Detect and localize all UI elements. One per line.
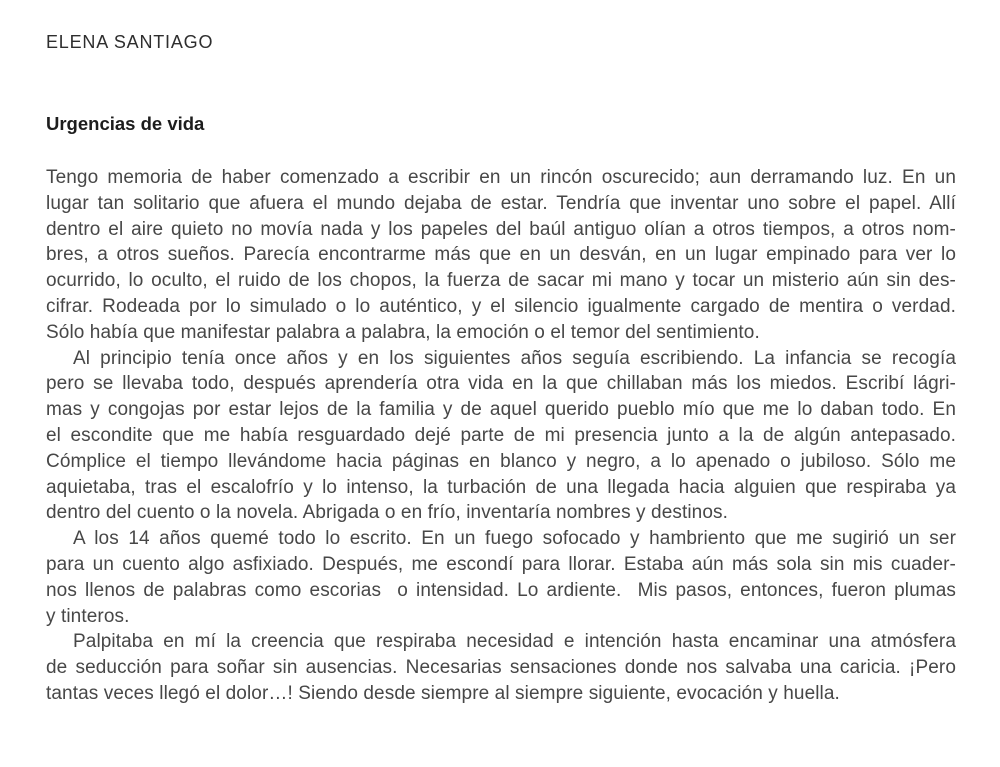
- text-line: Al principio tenía once años y en los siguientes años seguía escribiendo. La infancia se recogía: [73, 347, 956, 369]
- text-line: lugar tan solitario que afuera el mundo dejaba de estar. Tendría que inventar uno sobre el papel. Allí: [46, 192, 956, 214]
- text-line: pero se llevaba todo, después aprendería otra vida en la que chillaban más los miedos. Escribí lágri-: [46, 373, 956, 395]
- text-line: y tinteros.: [46, 605, 130, 627]
- text-line: de seducción para soñar sin ausencias. Necesarias sensaciones donde nos salvaba una caricia. ¡Pero: [46, 657, 956, 679]
- text-line: bres, a otros sueños. Parecía encontrarme más que en un desván, en un lugar empinado para ver lo: [46, 244, 956, 266]
- text-line: Tengo memoria de haber comenzado a escribir en un rincón oscurecido; aun derramando luz. En un: [46, 167, 956, 188]
- text-line: para un cuento algo asfixiado. Después, me escondí para llorar. Estaba aún más sola sin mis cuader-: [46, 553, 956, 575]
- page-title: Urgencias de vida: [46, 113, 205, 134]
- text-line: tantas veces llegó el dolor…! Siendo desde siempre al siempre siguiente, evocación y huella.: [46, 682, 840, 704]
- text-line: A los 14 años quemé todo lo escrito. En un fuego sofocado y hambriento que me sugirió un ser: [73, 528, 956, 550]
- text-line: dentro el aire quieto no movía nada y los papeles del baúl antiguo olían a otros tiempos, a otros nom-: [46, 218, 956, 240]
- document-content: [46, 30, 956, 707]
- text-line: dentro del cuento o la novela. Abrigada o en frío, inventaría nombres y destinos.: [46, 502, 728, 524]
- text-line: Cómplice el tiempo llevándome hacia páginas en blanco y negro, a lo apenado o jubiloso. Sólo me: [46, 450, 956, 472]
- text-line: ocurrido, lo oculto, el ruido de los chopos, la fuerza de sacar mi mano y tocar un misterio aún sin des-: [46, 270, 956, 292]
- text-line: Sólo había que manifestar palabra a palabra, la emoción o el temor del sentimiento.: [46, 321, 760, 343]
- text-line: el escondite que me había resguardado dejé parte de mi presencia junto a la de algún antepasado.: [46, 424, 956, 446]
- author-name: ELENA SANTIAGO: [46, 32, 214, 52]
- text-line: mas y congojas por estar lejos de la familia y de aquel querido pueblo mío que me lo daban todo. En: [46, 399, 956, 421]
- document-body: [46, 165, 956, 707]
- text-line: Palpitaba en mí la creencia que respiraba necesidad e intención hasta encaminar una atmósfera: [73, 631, 956, 653]
- text-line: aquietaba, tras el escalofrío y lo intenso, la turbación de una llegada hacia alguien que respiraba ya: [46, 476, 956, 498]
- text-line: nos llenos de palabras como escorias o intensidad. Lo ardiente. Mis pasos, entonces, fueron plumas: [46, 579, 956, 601]
- text-line: cifrar. Rodeada por lo simulado o lo auténtico, y el silencio igualmente cargado de mentira o verdad.: [46, 295, 956, 317]
